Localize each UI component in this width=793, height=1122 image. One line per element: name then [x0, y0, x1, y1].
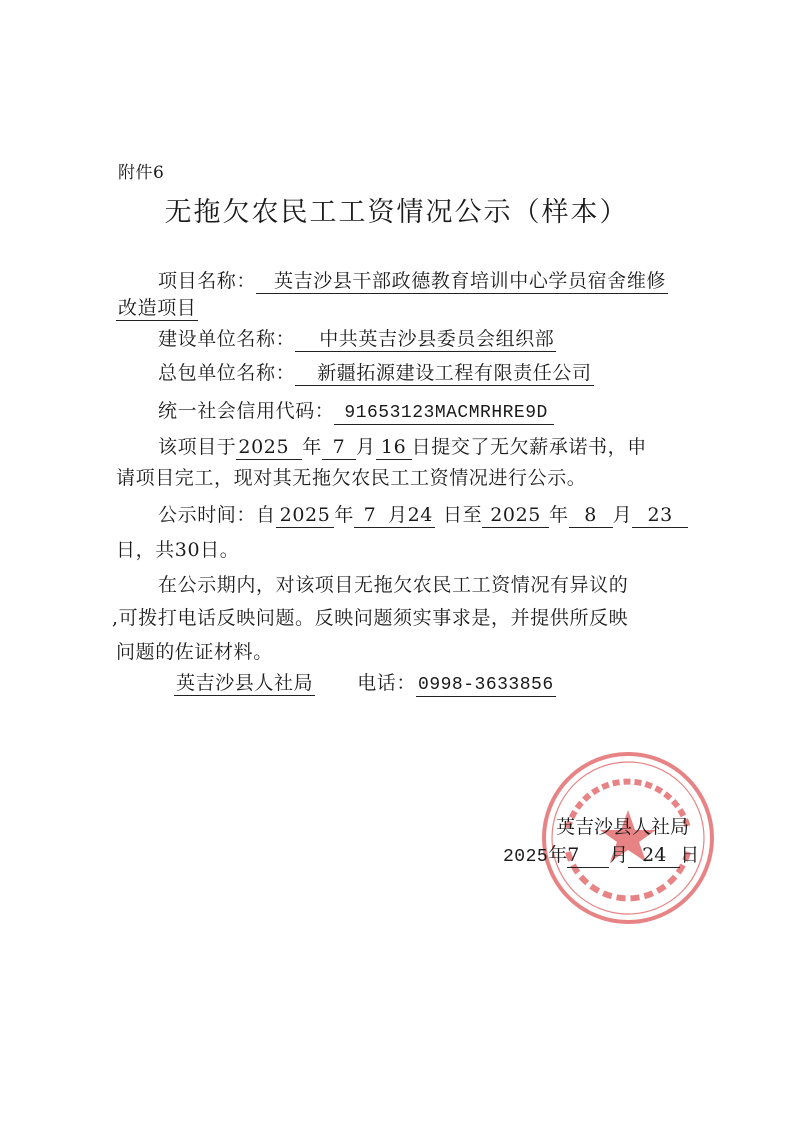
notice-line-3: 问题的佐证材料。 — [116, 641, 273, 663]
builder-value: 中共英吉沙县委员会组织部 — [295, 329, 556, 352]
year-word-3: 年 — [548, 504, 569, 526]
to-text: 日至 — [442, 504, 483, 526]
from-word: 自 — [256, 504, 276, 526]
period-start-year: 2025 — [276, 505, 335, 528]
period-line-2: 日，共30日。 — [116, 539, 240, 561]
credit-code-value: 91653123MACMRHRE9D — [334, 403, 553, 425]
signature-day: 24 — [628, 845, 680, 868]
year-word-2: 年 — [334, 504, 354, 526]
commitment-line-2: 请项目完工，现对其无拖欠农民工工资情况进行公示。 — [116, 467, 587, 489]
credit-code-line — [158, 396, 554, 425]
signature-date — [503, 840, 699, 868]
contact-office: 英吉沙县人社局 — [176, 672, 314, 694]
contractor-line — [158, 358, 594, 386]
project-name-line — [158, 266, 668, 294]
period-start-month: 7 — [354, 505, 386, 528]
commitment-month: 7 — [322, 437, 356, 460]
period-end-day: 23 — [632, 505, 688, 528]
commitment-line — [158, 432, 647, 460]
month-word-2: 月 — [612, 504, 633, 526]
page-title: 无拖欠农民工工资情况公示（样本） — [164, 197, 629, 228]
contact-line — [174, 668, 556, 697]
contractor-value: 新疆拓源建设工程有限责任公司 — [295, 363, 593, 386]
signature-day-word: 日 — [680, 844, 700, 866]
signature-year: 2025 — [503, 847, 549, 867]
period-line — [158, 500, 688, 528]
notice-line-1: 在公示期内，对该项目无拖欠农民工工资情况有异议的 — [158, 574, 629, 596]
period-start-day: 月24 — [388, 504, 433, 526]
commitment-rest: 日提交了无欠薪承诺书，申 — [411, 436, 647, 458]
project-name-value: 英吉沙县干部政德教育培训中心学员宿舍维修 — [256, 271, 668, 294]
project-name-label: 项目名称： — [158, 270, 257, 292]
phone-number: 0998-3633856 — [418, 675, 554, 695]
project-name-continuation — [116, 297, 198, 321]
commitment-year: 2025 — [236, 437, 302, 460]
credit-code-label: 统一社会信用代码： — [158, 400, 335, 422]
period-prefix: 公示时间： — [158, 504, 257, 526]
month-word: 月 — [356, 436, 376, 458]
period-end-month: 8 — [569, 505, 613, 528]
period-end-year: 2025 — [482, 505, 549, 528]
project-name-value-2: 改造项目 — [118, 297, 197, 319]
builder-label: 建设单位名称： — [158, 328, 296, 350]
commitment-day: 16 — [376, 437, 412, 460]
signature-month-word: 月 — [609, 844, 629, 866]
builder-line — [158, 324, 556, 352]
signature-year-word: 年 — [548, 844, 568, 866]
signature-office: 英吉沙县人社局 — [556, 816, 690, 838]
phone-label: 电话： — [357, 672, 417, 694]
contractor-label: 总包单位名称： — [158, 362, 296, 384]
signature-month: 7 — [567, 845, 609, 868]
commitment-prefix: 该项目于 — [158, 436, 237, 458]
year-word: 年 — [302, 436, 323, 458]
notice-line-2: ,可拨打电话反映问题。反映问题须实事求是，并提供所反映 — [112, 607, 629, 629]
attachment-label: 附件6 — [118, 163, 165, 183]
